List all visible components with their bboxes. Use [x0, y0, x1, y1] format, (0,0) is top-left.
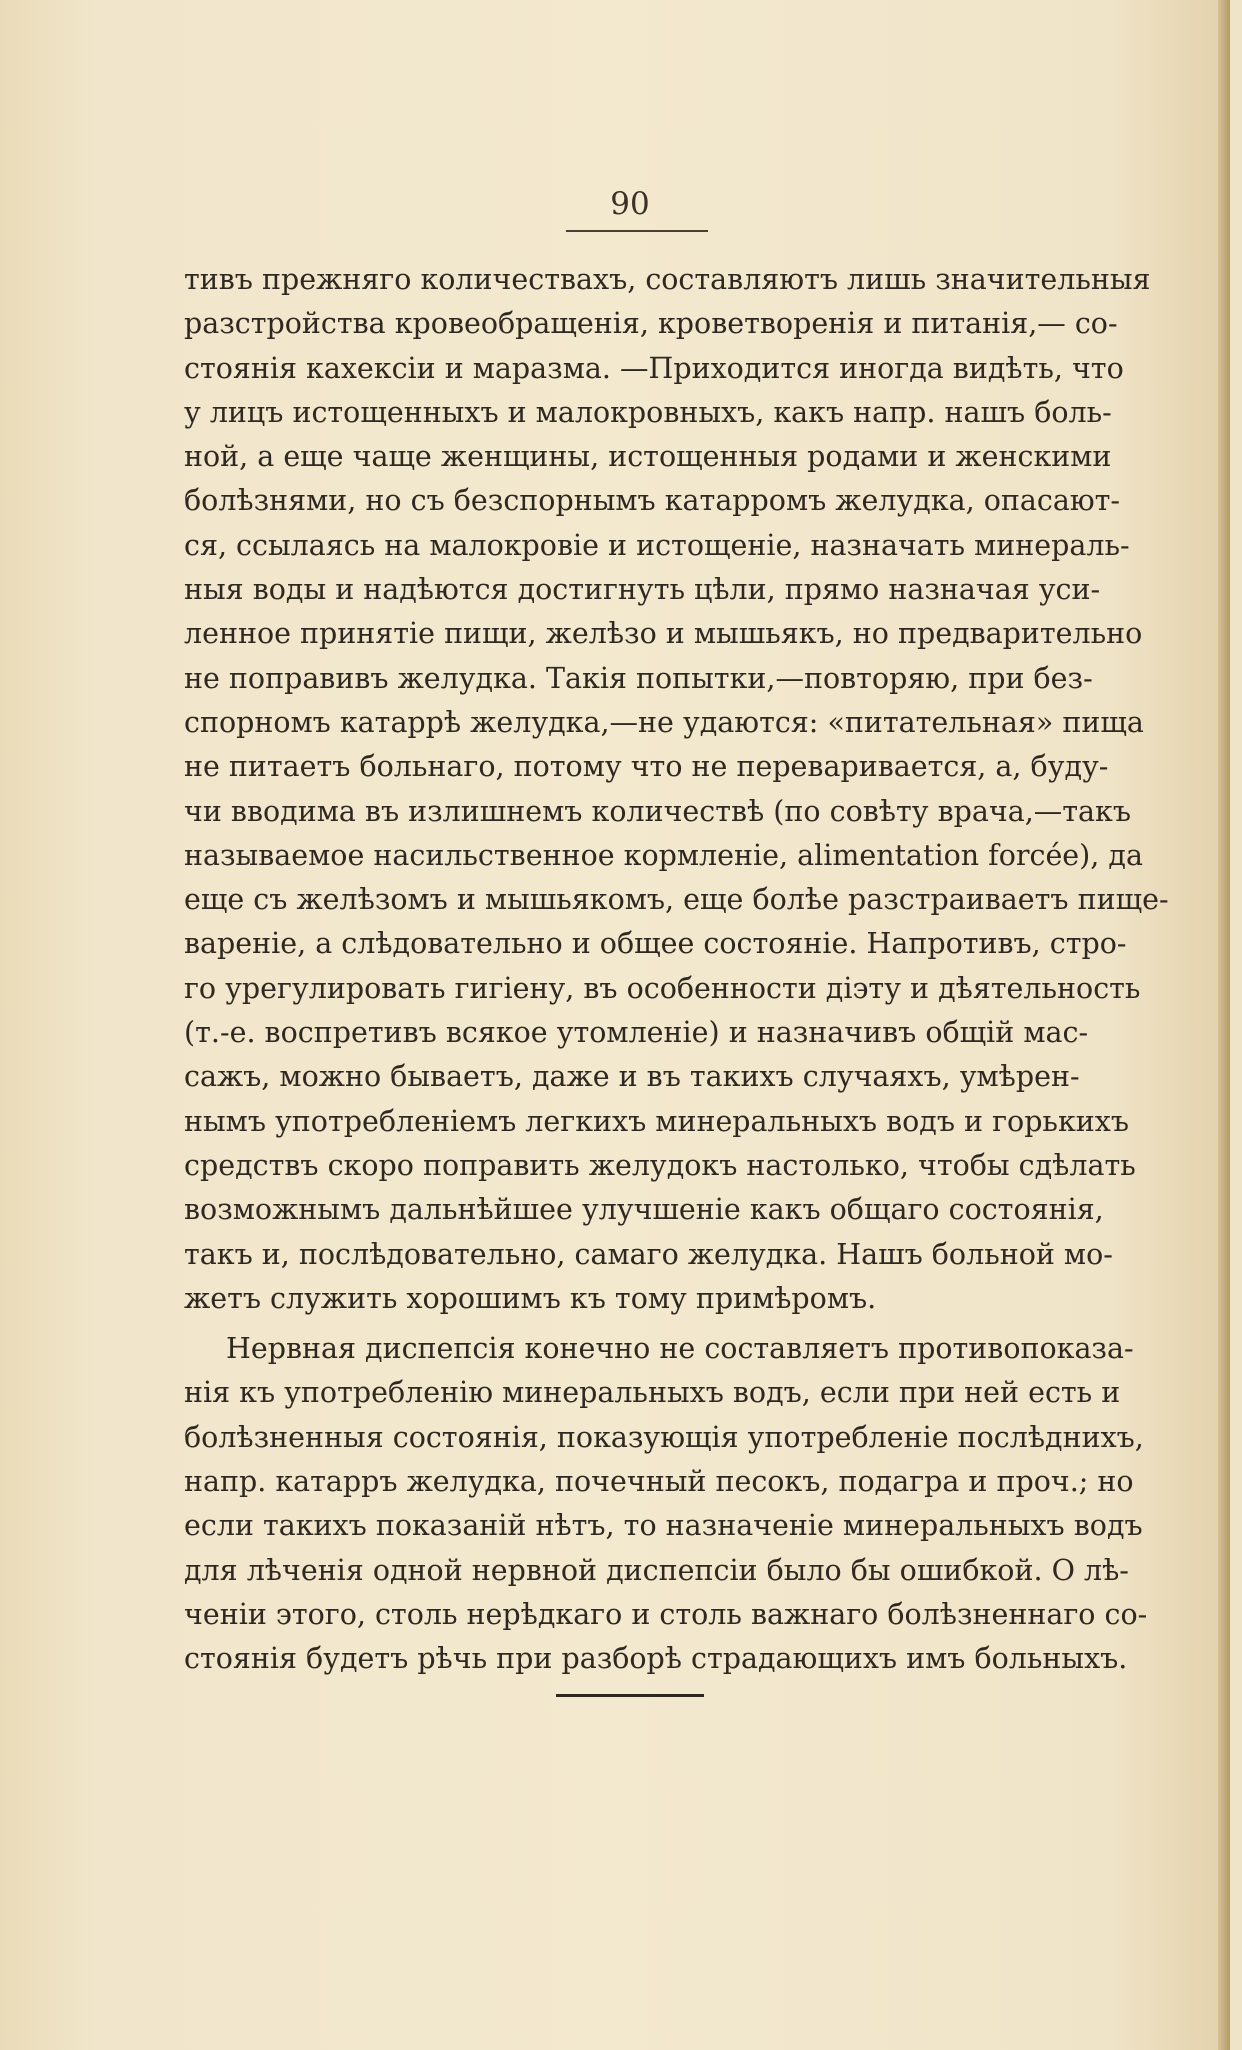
- text-line: нія къ употребленію минеральныхъ водъ, если при ней есть и: [184, 1376, 1121, 1410]
- text-line: называемое насильственное кормленіе, alimentation forcée), да: [184, 838, 1143, 872]
- text-line: еще съ желѣзомъ и мышьякомъ, еще болѣе разстраиваетъ пище-: [184, 883, 1169, 917]
- text-line: стоянія кахексіи и маразма. —Приходится иногда видѣть, что: [184, 351, 1124, 385]
- text-line: ченіи этого, столь нерѣдкаго и столь важнаго болѣзненнаго со-: [184, 1597, 1148, 1631]
- end-rule: [556, 1694, 704, 1697]
- text-line: (т.-е. воспретивъ всякое утомленіе) и назначивъ общій мас-: [184, 1016, 1089, 1050]
- text-line: разстройства кровеобращенія, кроветворенія и питанія,— со-: [184, 307, 1118, 341]
- text-line: болѣзненныя состоянія, показующія употребленіе послѣднихъ,: [184, 1420, 1144, 1454]
- text-line: вареніе, а слѣдовательно и общее состояніе. Напротивъ, стро-: [184, 927, 1127, 961]
- body-text: [184, 258, 1169, 1682]
- text-line: ной, а еще чаще женщины, истощенныя родами и женскими: [184, 440, 1112, 474]
- text-line: ся, ссылаясь на малокровіе и истощеніе, назначать минераль-: [184, 528, 1130, 562]
- text-line: если такихъ показаній нѣтъ, то назначеніе минеральныхъ водъ: [184, 1509, 1143, 1543]
- paragraph-1: [184, 258, 1169, 1321]
- text-line: болѣзнями, но съ безспорнымъ катарромъ желудка, опасают-: [184, 484, 1121, 518]
- text-line: напр. катарръ желудка, почечный песокъ, подагра и проч.; но: [184, 1465, 1134, 1499]
- text-line: средствъ скоро поправить желудокъ настолько, чтобы сдѣлать: [184, 1148, 1136, 1182]
- text-line: жетъ служить хорошимъ къ тому примѣромъ.: [184, 1281, 877, 1315]
- text-line: ныя воды и надѣются достигнуть цѣли, прямо назначая уси-: [184, 573, 1101, 607]
- header-rule: [566, 230, 708, 232]
- text-line: спорномъ катаррѣ желудка,—не удаются: «питательная» пища: [184, 705, 1144, 739]
- text-line: сажъ, можно бываетъ, даже и въ такихъ случаяхъ, умѣрен-: [184, 1060, 1080, 1094]
- text-line: ленное принятіе пищи, желѣзо и мышьякъ, но предварительно: [184, 617, 1143, 651]
- paragraph-2: [184, 1327, 1148, 1681]
- text-line: не питаетъ больнаго, потому что не переваривается, а, буду-: [184, 750, 1109, 784]
- text-line: тивъ прежняго количествахъ, составляютъ лишь значительныя: [184, 263, 1151, 296]
- text-line: стоянія будетъ рѣчь при разборѣ страдающихъ имъ больныхъ.: [184, 1642, 1128, 1676]
- text-line: чи вводима въ излишнемъ количествѣ (по совѣту врача,—такъ: [184, 794, 1131, 828]
- text-line: не поправивъ желудка. Такія попытки,—повторяю, при без-: [184, 661, 1093, 695]
- text-line: у лицъ истощенныхъ и малокровныхъ, какъ напр. нашъ боль-: [184, 395, 1112, 429]
- text-line: Нервная диспепсія конечно не составляетъ противопоказа-: [226, 1332, 1134, 1366]
- page-edge-shadow: [1218, 0, 1230, 2050]
- text-line: го урегулировать гигіену, въ особенности діэту и дѣятельность: [184, 971, 1141, 1005]
- page-number: 90: [610, 186, 650, 222]
- text-line: такъ и, послѣдовательно, самаго желудка. Нашъ больной мо-: [184, 1237, 1113, 1271]
- text-line: возможнымъ дальнѣйшее улучшеніе какъ общаго состоянія,: [184, 1193, 1104, 1227]
- text-line: нымъ употребленіемъ легкихъ минеральныхъ водъ и горькихъ: [184, 1104, 1129, 1138]
- text-line: для лѣченія одной нервной диспепсіи было бы ошибкой. О лѣ-: [184, 1553, 1129, 1587]
